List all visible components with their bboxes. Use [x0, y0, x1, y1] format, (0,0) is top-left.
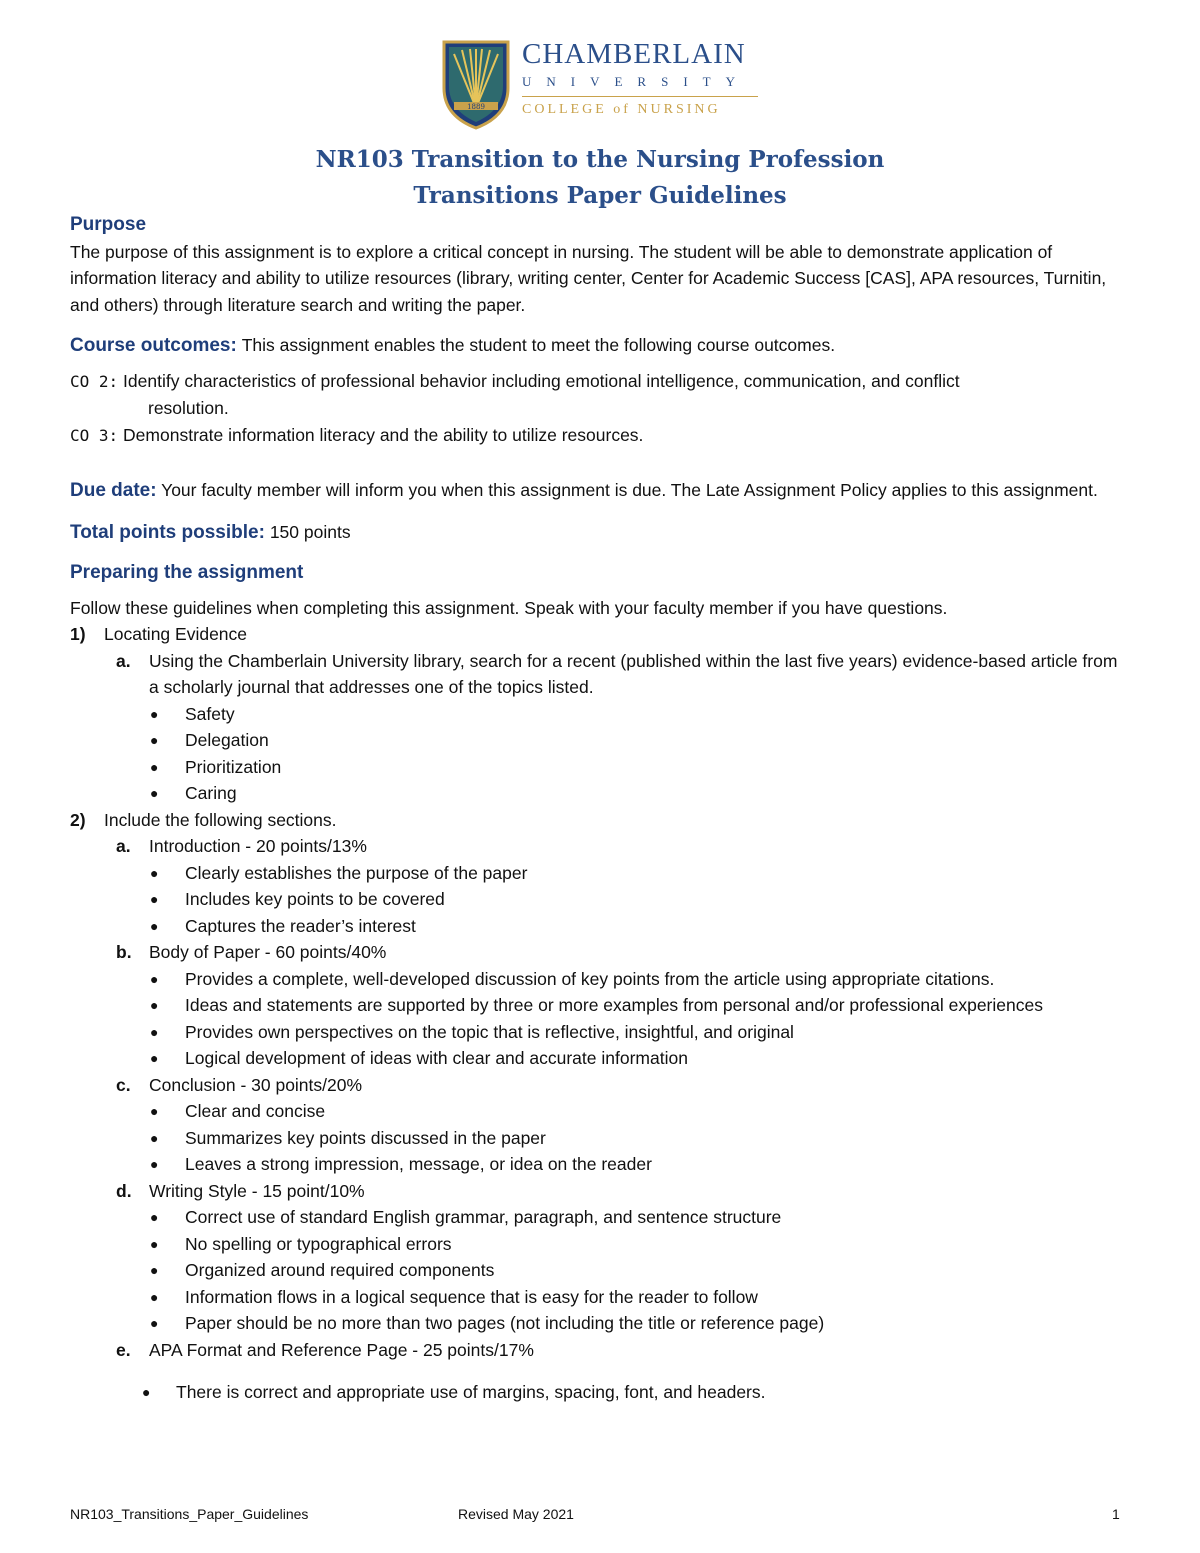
title-line-1: NR103 Transition to the Nursing Profession: [315, 146, 885, 173]
points-heading: Total points possible:: [70, 521, 265, 543]
bullet-icon: ●: [150, 1103, 159, 1119]
topic-item: ● Prioritization: [70, 754, 1130, 781]
bullet-icon: ●: [150, 1209, 159, 1225]
preparing-intro: Follow these guidelines when completing this assignment. Speak with your faculty member if you have questions.: [70, 597, 948, 618]
section-conclusion: c. Conclusion - 30 points/20%: [116, 1074, 363, 1095]
outcomes-heading: Course outcomes:: [70, 335, 237, 356]
bullet-icon: ●: [150, 705, 159, 722]
bullet-icon: ●: [142, 1384, 151, 1400]
topic-item: ● Safety: [70, 701, 1130, 728]
step-1-a-text: Using the Chamberlain University library, search for a recent (published within the last five years) evidence-based article from a scholarly journal that addresses one of the topics listed.: [149, 650, 1118, 697]
criteria-item: ● Provides a complete, well-developed discussion of key points from the article using appropriate citations.: [70, 966, 1130, 993]
criteria-item: ● Clear and concise: [70, 1098, 1130, 1125]
step-2-number: 2): [70, 809, 86, 830]
co2-label: CO 2:: [70, 371, 119, 391]
criteria-item: ● Provides own perspectives on the topic that is reflective, insightful, and original: [70, 1019, 1130, 1046]
footer-revised: Revised May 2021: [458, 1506, 574, 1522]
title-line-2: Transitions Paper Guidelines: [413, 182, 787, 209]
bullet-icon: ●: [150, 917, 159, 934]
footer-filename: NR103_Transitions_Paper_Guidelines: [70, 1506, 309, 1522]
criteria-item: ● Leaves a strong impression, message, or idea on the reader: [70, 1151, 1130, 1178]
bullet-icon: ●: [150, 1156, 159, 1172]
section-apa-format: e. APA Format and Reference Page - 25 points/17%: [116, 1339, 534, 1360]
step-1-a-letter: a.: [116, 650, 131, 671]
criteria-item: ● Paper should be no more than two pages (not including the title or reference page): [70, 1310, 1130, 1337]
bullet-icon: ●: [150, 1129, 159, 1146]
criteria-item: ● Information flows in a logical sequence that is easy for the reader to follow: [70, 1284, 1130, 1311]
brand-name: CHAMBERLAIN: [522, 38, 746, 70]
svg-text:1889: 1889: [467, 103, 485, 111]
section-introduction: a. Introduction - 20 points/13%: [116, 836, 367, 856]
bullet-icon: ●: [150, 970, 159, 987]
total-points: [70, 519, 1130, 547]
bullet-icon: ●: [150, 732, 159, 748]
criteria-item: ● Correct use of standard English grammar, paragraph, and sentence structure: [70, 1204, 1130, 1231]
document-body: [70, 212, 1130, 1406]
criteria-item: ● Clearly establishes the purpose of the paper: [70, 860, 1130, 887]
document-title: [0, 142, 1200, 214]
step-1-a: [70, 648, 1130, 701]
topic-item: ● Delegation: [70, 727, 1130, 754]
course-outcomes: [70, 332, 1130, 360]
purpose-heading: Purpose: [70, 214, 147, 235]
outcome-co3: [70, 422, 1130, 450]
preparing-heading: Preparing the assignment: [70, 562, 304, 583]
section-writing-style: d. Writing Style - 15 point/10%: [116, 1180, 365, 1201]
purpose-text: The purpose of this assignment is to explore a critical concept in nursing. The student will be able to demonstrate application of information literacy and ability to utilize resources (library, writing center, Center for Academic Success [CAS], APA resources, Turnitin, and others) through literature search and writing the paper.: [70, 241, 1107, 315]
outcomes-intro: This assignment enables the student to meet the following course outcomes.: [241, 335, 836, 355]
section-body: b. Body of Paper - 60 points/40%: [116, 942, 387, 962]
criteria-item: ● Organized around required components: [70, 1257, 1130, 1284]
brand-college: COLLEGE of NURSING: [522, 102, 721, 117]
bullet-icon: ●: [150, 1288, 159, 1305]
bullet-icon: ●: [150, 891, 159, 907]
bullet-icon: ●: [150, 1023, 159, 1040]
criteria-item: ● There is correct and appropriate use of margins, spacing, font, and headers.: [70, 1379, 1130, 1406]
criteria-item: ● Includes key points to be covered: [70, 886, 1130, 913]
bullet-icon: ●: [150, 864, 159, 881]
topic-item: ● Caring: [70, 780, 1130, 807]
criteria-item: ● Captures the reader’s interest: [70, 913, 1130, 940]
step-1: [70, 621, 1130, 648]
bullet-icon: ●: [150, 997, 159, 1013]
bullet-icon: ●: [150, 1050, 159, 1066]
criteria-item: ● Ideas and statements are supported by three or more examples from personal and/or professional experiences: [70, 992, 1130, 1019]
due-heading: Due date:: [70, 480, 157, 501]
points-text: 150 points: [269, 521, 351, 542]
step-2-label: Include the following sections.: [104, 809, 337, 830]
co2-continuation: resolution.: [148, 398, 229, 418]
brand-subtitle: UNIVERSITY: [522, 74, 750, 89]
bullet-icon: ●: [150, 1315, 159, 1331]
due-text: Your faculty member will inform you when this assignment is due. The Late Assignment Policy applies to this assignment.: [161, 480, 1098, 500]
criteria-item: ● Logical development of ideas with clear and accurate information: [70, 1045, 1130, 1072]
due-date: [70, 477, 1130, 505]
step-1-number: 1): [70, 624, 86, 644]
co3-label: CO 3:: [70, 425, 119, 445]
co3-text: Demonstrate information literacy and the ability to utilize resources.: [123, 424, 644, 445]
bullet-icon: ●: [150, 785, 159, 801]
criteria-item: ● Summarizes key points discussed in the paper: [70, 1125, 1130, 1152]
university-logo: [440, 38, 770, 130]
step-2: [70, 807, 1130, 834]
page-number: 1: [1112, 1506, 1120, 1522]
bullet-icon: ●: [150, 758, 159, 775]
outcome-co2: [70, 368, 1130, 396]
shield-crest-icon: [440, 38, 512, 130]
co2-text: Identify characteristics of professional behavior including emotional intelligence, communication, and conflict: [123, 370, 960, 391]
step-1-label: Locating Evidence: [104, 624, 248, 644]
brand-divider: [522, 96, 758, 97]
bullet-icon: ●: [150, 1235, 159, 1252]
criteria-item: ● No spelling or typographical errors: [70, 1231, 1130, 1258]
bullet-icon: ●: [150, 1262, 159, 1278]
